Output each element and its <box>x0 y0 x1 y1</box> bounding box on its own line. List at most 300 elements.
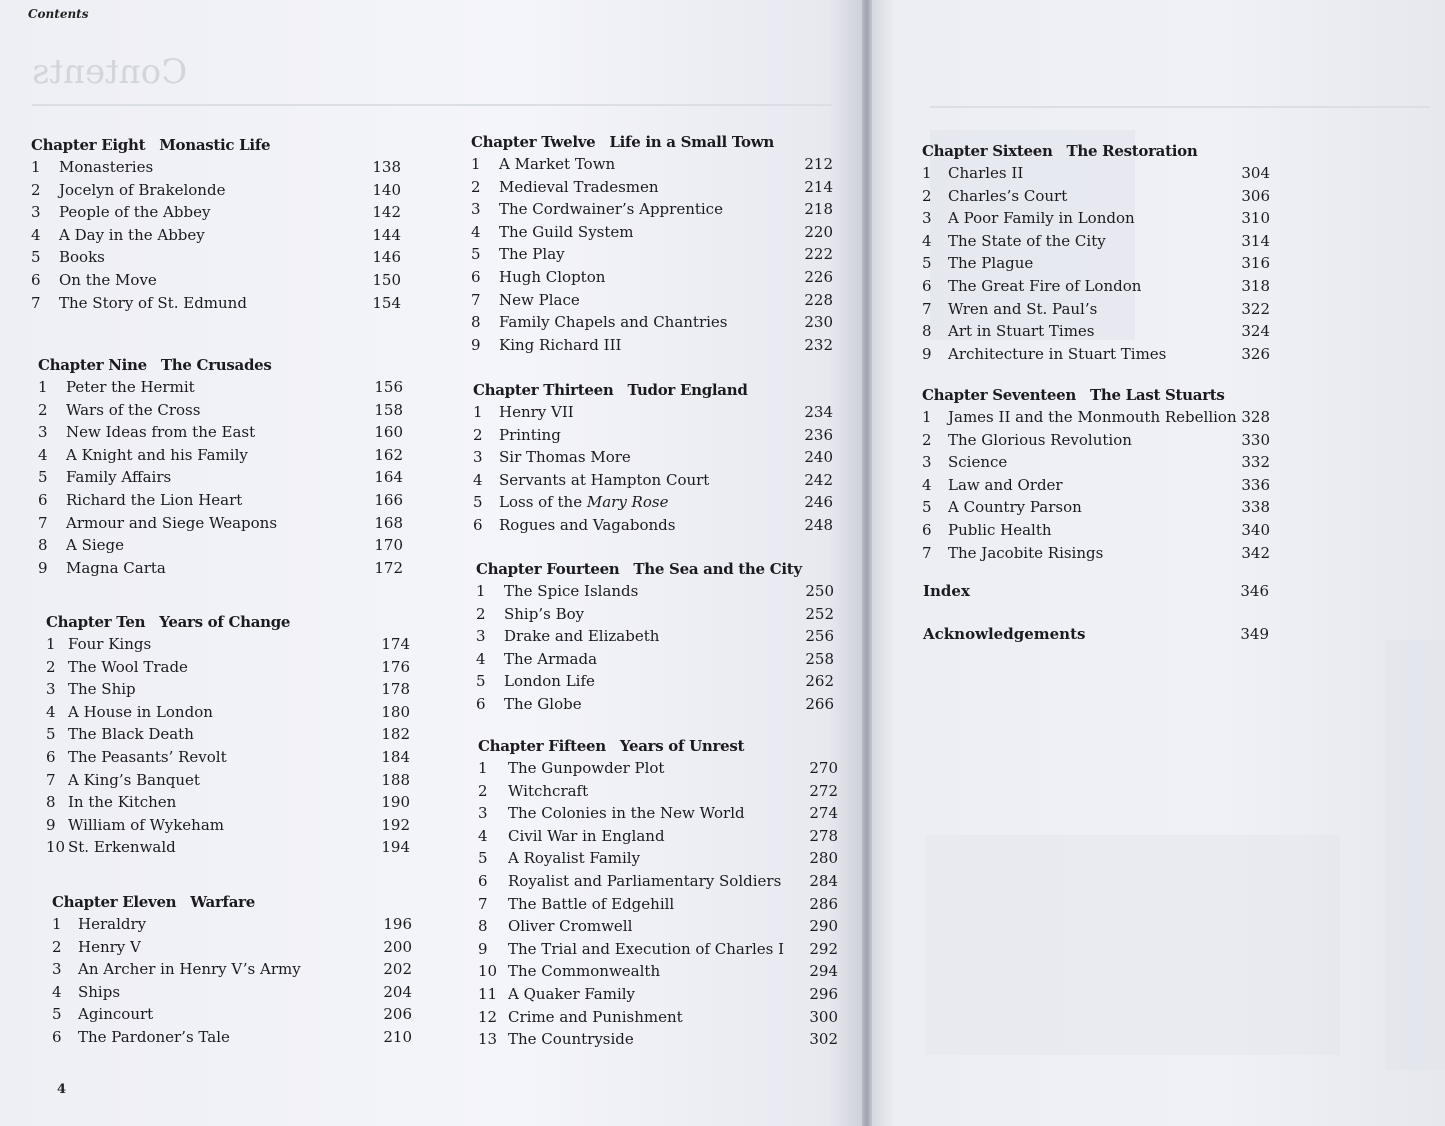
entry-page: 228 <box>804 290 833 309</box>
entry-title <box>499 516 804 534</box>
entry-title-text: London Life <box>504 672 595 691</box>
toc-entry <box>46 838 410 861</box>
toc-entry <box>476 605 834 628</box>
entry-title <box>68 748 381 766</box>
acknowledgements-label: Acknowledgements <box>923 625 1086 643</box>
entry-title-text: The Story of St. Edmund <box>59 293 247 312</box>
entry-title-text: The Guild System <box>499 222 634 241</box>
entry-title <box>508 985 809 1003</box>
entry-title <box>499 155 804 173</box>
toc-entry <box>476 582 834 605</box>
entry-number: 5 <box>922 254 932 273</box>
chapter-number: Chapter Twelve <box>471 133 596 151</box>
entry-page: 318 <box>1241 276 1270 295</box>
toc-entry <box>478 827 838 850</box>
entry-page: 306 <box>1241 186 1270 205</box>
toc-entry <box>478 804 838 827</box>
entry-title <box>68 816 381 834</box>
toc-entry <box>922 164 1270 187</box>
entry-title-text: Heraldry <box>78 915 147 933</box>
entry-number: 5 <box>922 498 932 517</box>
entry-number: 3 <box>38 423 48 442</box>
entry-page: 236 <box>804 425 833 444</box>
entry-number: 7 <box>922 299 932 318</box>
toc-entry <box>46 725 410 748</box>
entry-page: 210 <box>383 1027 412 1046</box>
entry-title <box>504 650 805 668</box>
entry-title-text: An Archer in Henry V’s Army <box>78 960 301 979</box>
entry-page: 274 <box>809 804 838 823</box>
toc-entry <box>52 938 412 961</box>
entry-title-text: A Day in the Abbey <box>59 225 205 244</box>
entry-page: 270 <box>809 759 838 777</box>
entry-title <box>499 336 804 354</box>
entry-number: 4 <box>52 982 62 1001</box>
entry-page: 234 <box>804 403 833 421</box>
entry-number: 1 <box>478 759 488 777</box>
entry-title-text: The Globe <box>504 694 582 713</box>
toc-entry <box>922 187 1270 210</box>
entry-number: 10 <box>478 962 498 981</box>
entry-number: 13 <box>478 1030 498 1049</box>
entry-title-text: The Countryside <box>508 1030 634 1049</box>
entry-number: 7 <box>922 543 932 562</box>
entry-page: 220 <box>804 222 833 241</box>
toc-entry <box>52 915 412 938</box>
entry-page: 240 <box>804 448 833 467</box>
entry-page: 222 <box>804 245 833 264</box>
toc-entry <box>922 498 1270 521</box>
toc-entry <box>471 268 833 291</box>
entry-page: 280 <box>809 849 838 868</box>
toc-entry <box>476 627 834 650</box>
entry-number: 3 <box>476 627 486 646</box>
entry-title-text: Four Kings <box>68 635 152 653</box>
entry-number: 12 <box>478 1007 498 1026</box>
entry-number: 7 <box>471 290 481 309</box>
entry-page: 324 <box>1241 322 1270 341</box>
entry-number: 6 <box>52 1027 62 1046</box>
entry-title <box>948 453 1241 471</box>
entry-title <box>948 254 1241 272</box>
entry-number: 2 <box>922 430 932 449</box>
entry-number: 3 <box>478 804 488 823</box>
toc-entry <box>46 658 410 681</box>
entry-page: 252 <box>805 604 834 623</box>
entry-title <box>948 187 1241 205</box>
entry-number: 4 <box>46 702 56 721</box>
entry-number: 9 <box>38 558 48 577</box>
entry-number: 4 <box>473 470 483 489</box>
entry-title <box>68 771 381 789</box>
entry-title <box>78 1028 383 1046</box>
chapter-title: The Sea and the City <box>633 560 802 578</box>
entry-number: 1 <box>38 378 48 396</box>
entry-page: 300 <box>809 1007 838 1026</box>
toc-entry <box>922 254 1270 277</box>
toc-entry <box>922 209 1270 232</box>
toc-entry <box>31 294 401 317</box>
entry-number: 8 <box>922 322 932 341</box>
book-gutter <box>862 0 872 1126</box>
entry-title-text: Sir Thomas More <box>499 448 631 467</box>
entry-title-text: James II and the Monmouth Rebellion <box>948 408 1237 426</box>
entry-title-text: People of the Abbey <box>59 203 211 222</box>
entry-number: 7 <box>478 894 488 913</box>
entry-title <box>504 582 805 600</box>
entry-number: 5 <box>478 849 488 868</box>
entry-title-text: Law and Order <box>948 475 1063 494</box>
entry-title-text: A Quaker Family <box>508 984 636 1003</box>
toc-entry <box>478 782 838 805</box>
entry-page: 296 <box>809 984 838 1003</box>
toc-entry <box>31 203 401 226</box>
entry-title <box>66 536 374 554</box>
entry-title-text: Civil War in England <box>508 826 665 845</box>
entry-page: 302 <box>809 1030 838 1049</box>
entry-title-text: William of Wykeham <box>68 815 224 834</box>
toc-entry <box>38 446 403 469</box>
entry-page: 328 <box>1241 408 1270 426</box>
toc-entry <box>471 336 833 359</box>
chapter-heading <box>52 893 412 911</box>
entry-number: 7 <box>38 513 48 532</box>
entry-number: 6 <box>471 267 481 286</box>
chapter-title: The Restoration <box>1066 142 1198 160</box>
entry-title-text: Charles’s Court <box>948 186 1068 205</box>
toc-entry <box>52 1005 412 1028</box>
toc-entry <box>478 759 838 782</box>
entry-number: 9 <box>922 344 932 363</box>
toc-entry <box>922 476 1270 499</box>
entry-title-text: Ships <box>78 982 121 1001</box>
entry-number: 3 <box>473 448 483 467</box>
entry-title <box>508 917 809 935</box>
toc-entry <box>478 962 838 985</box>
chapter-number: Chapter Nine <box>38 356 147 374</box>
entry-number: 9 <box>471 335 481 354</box>
entry-number: 1 <box>471 155 481 173</box>
toc-entry <box>476 695 834 718</box>
entry-title <box>78 960 383 978</box>
entry-title <box>66 401 374 419</box>
chapter-title: Years of Unrest <box>619 737 745 755</box>
toc-entry <box>31 271 401 294</box>
entry-page: 156 <box>374 378 403 396</box>
entry-title-text: The Pardoner’s Tale <box>78 1027 230 1046</box>
toc-entry <box>478 1030 838 1053</box>
entry-page: 284 <box>809 871 838 890</box>
chapter-number: Chapter Fourteen <box>476 560 620 578</box>
entry-title <box>68 838 381 856</box>
entry-title-text: Peter the Hermit <box>66 378 195 396</box>
chapter-block <box>473 381 833 539</box>
entry-title-text: Magna Carta <box>66 558 166 577</box>
toc-entry <box>922 277 1270 300</box>
entry-page: 142 <box>372 203 401 222</box>
entry-title-text: Books <box>59 248 105 267</box>
entry-title-text: New Place <box>499 290 580 309</box>
entry-page: 188 <box>381 770 410 789</box>
acknowledgements-page: 349 <box>1240 625 1269 643</box>
entry-title <box>508 804 809 822</box>
show-through-rule <box>32 104 832 106</box>
entry-title <box>948 164 1241 182</box>
entry-title-text: The Colonies in the New World <box>508 804 745 823</box>
chapter-number: Chapter Seventeen <box>922 386 1077 404</box>
chapter-block <box>922 386 1270 566</box>
entry-page: 314 <box>1241 231 1270 250</box>
chapter-heading <box>922 386 1270 404</box>
entry-page: 206 <box>383 1005 412 1024</box>
entry-number: 3 <box>31 203 41 222</box>
toc-entry <box>473 403 833 426</box>
toc-entry <box>922 431 1270 454</box>
chapter-heading <box>473 381 833 399</box>
entry-page: 154 <box>372 293 401 312</box>
entry-number: 5 <box>31 248 41 267</box>
entry-page: 170 <box>374 536 403 555</box>
entry-title <box>508 940 809 958</box>
entry-number: 7 <box>31 293 41 312</box>
entry-page: 178 <box>381 680 410 699</box>
toc-entry <box>38 378 403 401</box>
entry-page: 204 <box>383 982 412 1001</box>
entry-title-text: Richard the Lion Heart <box>66 490 243 509</box>
toc-entry <box>478 1008 838 1031</box>
toc-entry <box>473 448 833 471</box>
toc-entry <box>473 426 833 449</box>
entry-number: 5 <box>38 468 48 487</box>
entry-title <box>504 627 805 645</box>
entry-title <box>948 209 1241 227</box>
entry-title-text: A Market Town <box>499 155 616 173</box>
toc-entry <box>471 178 833 201</box>
entry-page: 342 <box>1241 543 1270 562</box>
entry-title <box>499 200 804 218</box>
entry-title <box>78 915 383 933</box>
entry-title <box>948 277 1241 295</box>
entry-page: 182 <box>381 725 410 744</box>
entry-title <box>78 938 383 956</box>
entry-number: 6 <box>31 270 41 289</box>
entry-title <box>504 672 805 690</box>
toc-entry <box>46 680 410 703</box>
entry-page: 166 <box>374 490 403 509</box>
entry-number: 9 <box>478 939 488 958</box>
entry-title-text: On the Move <box>59 270 157 289</box>
toc-entry <box>471 245 833 268</box>
show-through-image-edge <box>1385 640 1445 1070</box>
chapter-block <box>478 737 838 1053</box>
toc-entry <box>476 650 834 673</box>
entry-page: 146 <box>372 248 401 267</box>
entry-title <box>68 680 381 698</box>
entry-title-text: A Knight and his Family <box>66 445 248 464</box>
entry-title <box>59 158 372 176</box>
toc-entry <box>46 793 410 816</box>
chapter-block <box>922 142 1270 367</box>
entry-title <box>948 498 1241 516</box>
entry-title-text: The Spice Islands <box>504 582 639 600</box>
entry-number: 4 <box>471 222 481 241</box>
entry-number: 1 <box>473 403 483 421</box>
entry-title <box>508 782 809 800</box>
entry-title <box>948 544 1241 562</box>
entry-title-text: Hugh Clopton <box>499 267 606 286</box>
page-number: 4 <box>57 1082 67 1097</box>
entry-number: 4 <box>922 231 932 250</box>
chapter-title: Years of Change <box>159 613 291 631</box>
toc-entry <box>52 983 412 1006</box>
running-head: Contents <box>28 7 89 21</box>
entry-page: 248 <box>804 515 833 534</box>
entry-title-text: The Black Death <box>68 725 194 744</box>
entry-number: 8 <box>471 313 481 332</box>
entry-title-text: Family Affairs <box>66 468 172 487</box>
entry-number: 2 <box>473 425 483 444</box>
entry-page: 140 <box>372 180 401 199</box>
entry-title <box>59 248 372 266</box>
entry-number: 4 <box>476 649 486 668</box>
entry-page: 316 <box>1241 254 1270 273</box>
toc-entry <box>922 345 1270 368</box>
entry-title <box>508 872 809 890</box>
entry-page: 196 <box>383 915 412 933</box>
entry-page: 262 <box>805 672 834 691</box>
entry-title <box>948 345 1241 363</box>
entry-title-text: Royalist and Parliamentary Soldiers <box>508 871 782 890</box>
entry-title <box>508 1008 809 1026</box>
entry-title-text: Family Chapels and Chantries <box>499 313 728 332</box>
toc-entry <box>473 493 833 516</box>
entry-page: 212 <box>804 155 833 173</box>
entry-number: 6 <box>46 747 56 766</box>
chapter-title: The Crusades <box>160 356 272 374</box>
entry-page: 172 <box>374 558 403 577</box>
toc-entry <box>478 985 838 1008</box>
entry-title-text: Loss of the <box>499 493 587 512</box>
chapter-number: Chapter Fifteen <box>478 737 606 755</box>
entry-title <box>499 245 804 263</box>
toc-entry <box>46 816 410 839</box>
entry-number: 5 <box>476 672 486 691</box>
entry-page: 180 <box>381 702 410 721</box>
entry-page: 164 <box>374 468 403 487</box>
chapter-block <box>31 136 401 316</box>
chapter-heading <box>478 737 838 755</box>
entry-page: 250 <box>805 582 834 600</box>
entry-title-italic: Mary Rose <box>586 493 669 512</box>
entry-page: 192 <box>381 815 410 834</box>
acknowledgements-entry <box>923 625 1269 643</box>
entry-page: 310 <box>1241 209 1270 228</box>
toc-entry <box>473 516 833 539</box>
entry-page: 190 <box>381 793 410 812</box>
entry-title <box>66 378 374 396</box>
chapter-heading <box>476 560 834 578</box>
toc-entry <box>478 917 838 940</box>
entry-title-text: Servants at Hampton Court <box>499 470 710 489</box>
toc-entry <box>46 703 410 726</box>
entry-number: 2 <box>38 400 48 419</box>
entry-title <box>504 605 805 623</box>
chapter-block <box>38 356 403 581</box>
entry-title-text: A Siege <box>66 536 125 555</box>
entry-title-text: The Glorious Revolution <box>948 430 1132 449</box>
entry-page: 258 <box>805 649 834 668</box>
entry-title <box>499 313 804 331</box>
entry-title-text: The Ship <box>68 680 136 699</box>
entry-title-text: The Plague <box>948 254 1034 273</box>
entry-title-text: Drake and Elizabeth <box>504 627 660 646</box>
chapter-block <box>471 133 833 358</box>
entry-title <box>948 521 1241 539</box>
entry-page: 200 <box>383 937 412 956</box>
entry-title-text: Wars of the Cross <box>66 400 201 419</box>
toc-entry <box>922 322 1270 345</box>
chapter-title: Tudor England <box>627 381 748 399</box>
entry-number: 4 <box>31 225 41 244</box>
entry-number: 2 <box>471 177 481 196</box>
chapter-number: Chapter Sixteen <box>922 142 1053 160</box>
entry-page: 150 <box>372 270 401 289</box>
index-page: 346 <box>1240 582 1269 600</box>
entry-number: 6 <box>922 520 932 539</box>
entry-number: 1 <box>922 408 932 426</box>
entry-title <box>948 232 1241 250</box>
entry-title-text: The Trial and Execution of Charles I <box>508 939 785 958</box>
entry-number: 6 <box>478 871 488 890</box>
toc-entry <box>473 471 833 494</box>
entry-title <box>948 322 1241 340</box>
entry-title-text: The Peasants’ Revolt <box>68 747 227 766</box>
entry-title-text: Crime and Punishment <box>508 1007 683 1026</box>
entry-number: 4 <box>38 445 48 464</box>
entry-title-text: Science <box>948 453 1008 472</box>
entry-page: 338 <box>1241 498 1270 517</box>
entry-title <box>508 849 809 867</box>
entry-title <box>508 759 809 777</box>
entry-page: 242 <box>804 470 833 489</box>
chapter-title: Life in a Small Town <box>609 133 774 151</box>
entry-page: 246 <box>804 493 833 512</box>
entry-title-text: Witchcraft <box>508 781 589 800</box>
entry-number: 6 <box>38 490 48 509</box>
entry-number: 5 <box>473 493 483 512</box>
entry-title-text: Armour and Siege Weapons <box>66 513 278 532</box>
show-through-text: Contents <box>32 52 188 92</box>
toc-entry <box>38 491 403 514</box>
entry-number: 9 <box>46 815 56 834</box>
toc-entry <box>52 960 412 983</box>
entry-number: 5 <box>52 1005 62 1024</box>
chapter-heading <box>922 142 1270 160</box>
entry-page: 226 <box>804 267 833 286</box>
entry-title-text: Architecture in Stuart Times <box>948 344 1167 363</box>
entry-number: 6 <box>922 276 932 295</box>
entry-number: 1 <box>31 158 41 176</box>
entry-number: 8 <box>478 917 488 936</box>
entry-number: 4 <box>922 475 932 494</box>
entry-page: 304 <box>1241 164 1270 182</box>
entry-title-text: A Royalist Family <box>508 849 641 868</box>
toc-entry <box>478 940 838 963</box>
entry-title <box>499 448 804 466</box>
chapter-title: The Last Stuarts <box>1090 386 1225 404</box>
chapter-block <box>52 893 412 1051</box>
entry-title <box>508 895 809 913</box>
